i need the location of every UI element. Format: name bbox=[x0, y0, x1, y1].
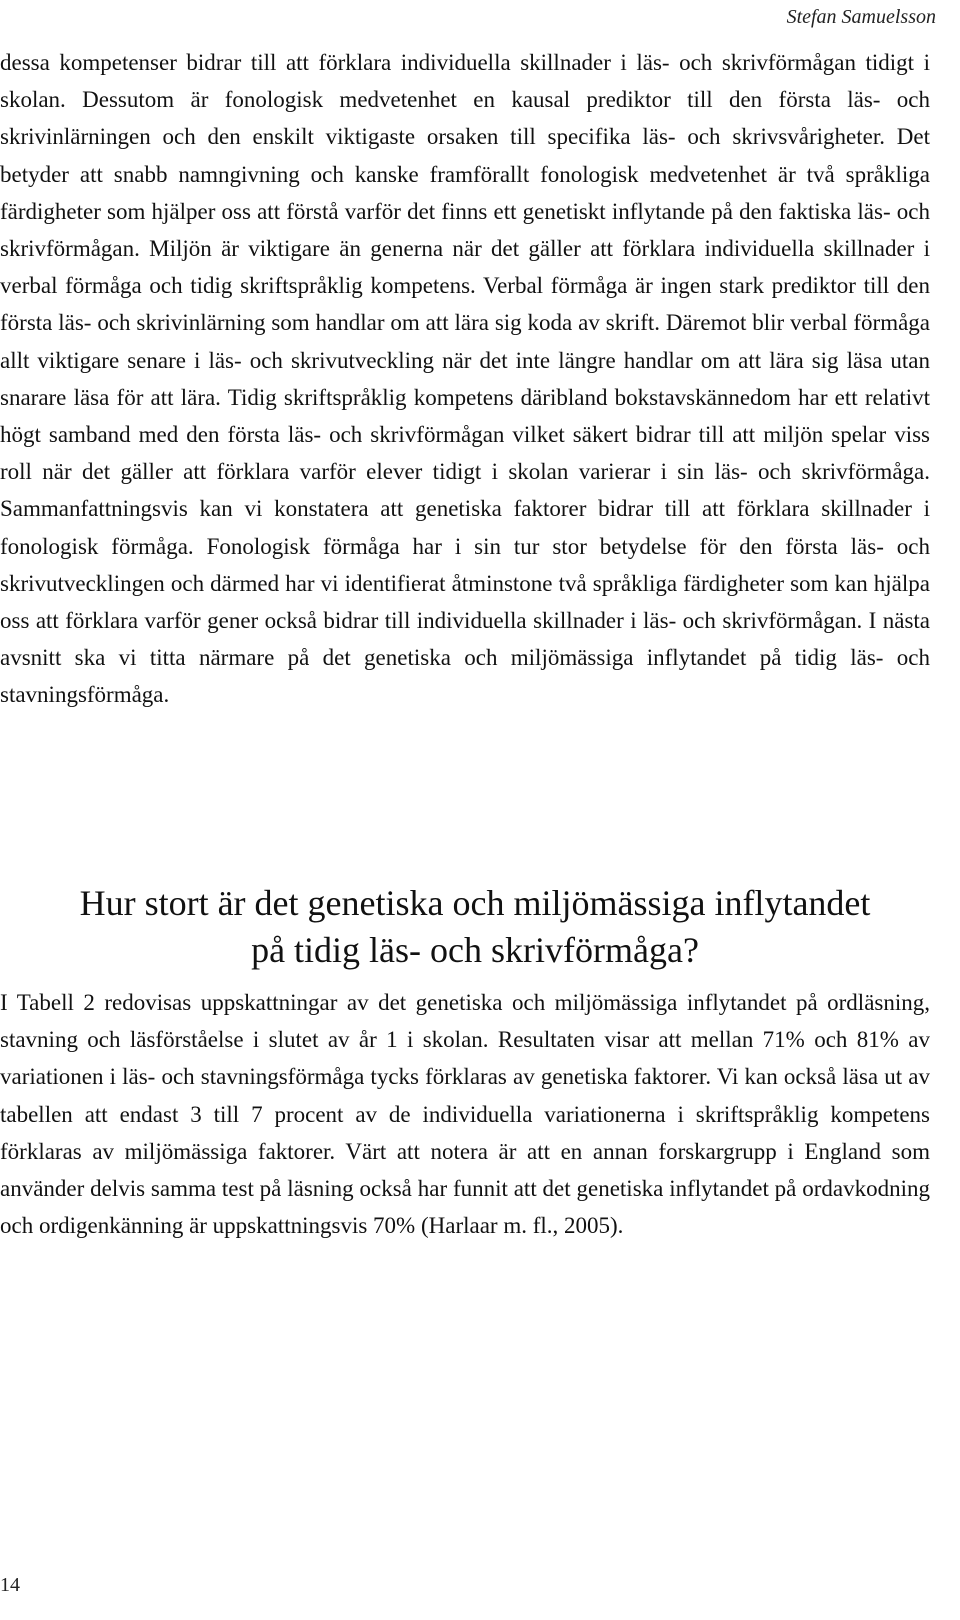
body-paragraph-2: I Tabell 2 redovisas uppskattningar av det genetiska och miljömässiga inflytandet på ordläsning, stavning och läsförståelse i slutet av år 1 i skolan. Resultaten visar att mellan 71% och 81% av variationen i läs- och stavningsförmåga tycks förklaras av genetiska faktorer. Vi kan också läsa ut av tabellen att endast 3 till 7 procent av de individuella variationerna i skriftspråklig kompetens förklaras av miljömässiga faktorer. Värt att notera är att en annan forskargrupp i England som använder delvis samma test på läsning också har funnit att det genetiska inflytandet på ordavkodning och ordigenkänning är uppskattningsvis 70% (Harlaar m. fl., 2005). bbox=[0, 990, 930, 1239]
running-header-author: Stefan Samuelsson bbox=[786, 6, 936, 28]
page-number: 14 bbox=[0, 1574, 20, 1596]
body-paragraph-1: dessa kompetenser bidrar till att förklara individuella skillnader i läs- och skrivförmågan tidigt i skolan. Dessutom är fonologisk medvetenhet en kausal prediktor till den första läs- och skrivinlärningen och den enskilt viktigaste orsaken till specifika läs- och skrivsvårigheter. Det betyder att snabb namngivning och kanske framförallt fonologisk medvetenhet är två språkliga färdigheter som hjälper oss att förstå varför det finns ett genetiskt inflytande på den faktiska läs- och skrivförmågan. Miljön är viktigare än generna när det gäller att förklara individuella skillnader i verbal förmåga och tidig skriftspråklig kompetens. Verbal förmåga är ingen stark prediktor till den första läs- och skrivinlärning som handlar om att lära sig koda av skrift. Däremot blir verbal förmåga allt viktigare senare i läs- och skrivutveckling när det inte längre handlar om att lära sig läsa utan snarare läsa för att lära. Tidig skriftspråklig kompetens däribland bokstavskännedom har ett relativt högt samband med den första läs- och skrivförmågan vilket säkert bidrar till att miljön spelar viss roll när det gäller att förklara varför elever tidigt i skolan varierar i sin läs- och skrivförmåga. Sammanfattningsvis kan vi konstatera att genetiska faktorer bidrar till att förklara skillnader i fonologisk förmåga. Fonologisk förmåga har i sin tur stor betydelse för den första läs- och skrivutvecklingen och därmed har vi identifierat åtminstone två språkliga färdigheter som kan hjälpa oss att förklara varför gener också bidrar till individuella skillnader i läs- och skrivförmågan. I nästa avsnitt ska vi titta närmare på det genetiska och miljömässiga inflytandet på tidig läs- och stavningsförmåga. bbox=[0, 50, 930, 708]
section-heading: Hur stort är det genetiska och miljömässiga inflytandet på tidig läs- och skrivförmåga? bbox=[79, 883, 871, 970]
